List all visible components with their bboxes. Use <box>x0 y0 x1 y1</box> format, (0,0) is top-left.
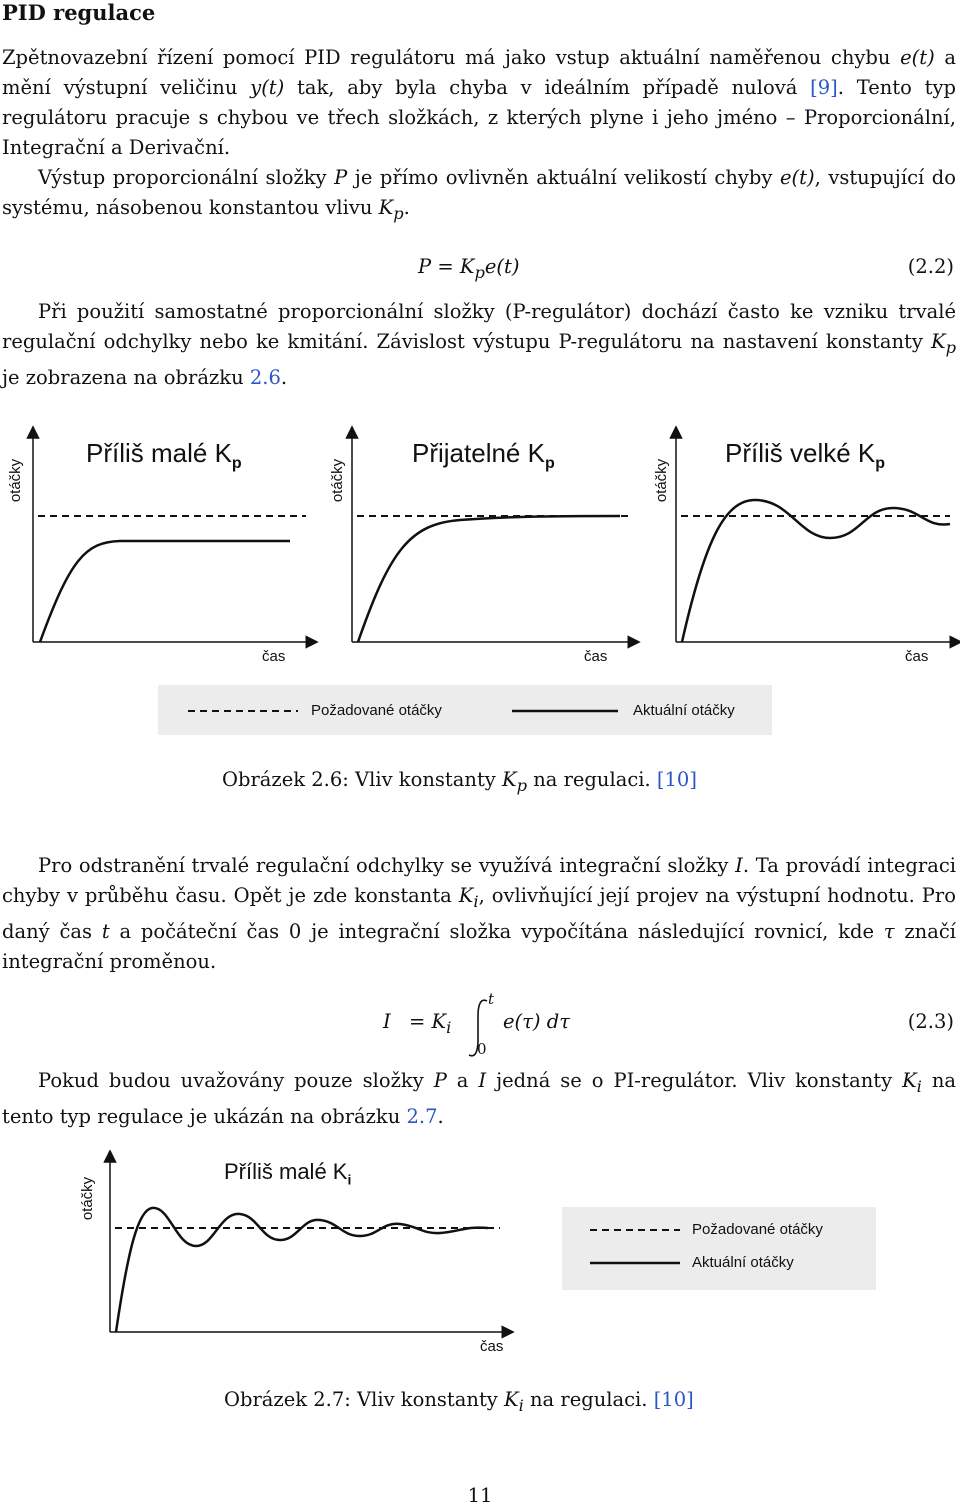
equation-2-2: $P = K_pe(t)$ <box>418 255 520 282</box>
citation-link[interactable]: [10] <box>653 1388 694 1411</box>
response-curve <box>116 1208 488 1332</box>
response-curve <box>358 516 620 642</box>
paragraph-pi: Pokud budou uvažovány pouze složky P a I jedná se o PI-regulátor. Vliv konstanty $K_i$ na tento typ regulace je ukázán na obrázku 2.7. <box>2 1069 957 1128</box>
response-curve <box>682 500 950 642</box>
equation-number: (2.2) <box>907 255 954 278</box>
x-axis-label: čas <box>262 648 286 665</box>
x-axis-label: čas <box>584 648 608 665</box>
equation-number: (2.3) <box>907 1010 954 1033</box>
paragraph-proportional: Výstup proporcionální složky P je přímo ovlivněn aktuální velikostí chyby e(t), vstupující do systému, násobenou konstantou vlivu $K_p$. <box>2 166 956 223</box>
equation-rhs: = $K_i$ <box>409 1010 452 1037</box>
figure-ref-link[interactable]: 2.7 <box>406 1104 438 1128</box>
legend-box <box>562 1207 876 1290</box>
figure-caption: Obrázek 2.6: Vliv konstanty $K_p$ na regulaci. [10] <box>222 768 697 795</box>
y-axis-label: otáčky <box>79 1176 97 1221</box>
figure-2-7 <box>0 1150 960 1370</box>
x-axis-label: čas <box>480 1338 504 1355</box>
legend-label-actual: Aktuální otáčky <box>692 1254 794 1271</box>
equation-2-3: I <box>383 1010 391 1033</box>
figure-caption: Obrázek 2.7: Vliv konstanty $K_i$ na regulaci. [10] <box>224 1388 694 1415</box>
legend-label-actual: Aktuální otáčky <box>633 702 735 719</box>
paragraph-integral: Pro odstranění trvalé regulační odchylky se využívá integrační složky I. Ta provádí integraci chyby v průběhu času. Opět je zde konstanta $K_i$, ovlivňující její projev na výstupní hodnotu. Pro daný čas t a počáteční čas 0 je integrační složka vypočítána následující rovnicí, kde τ značí integrační proměnou. <box>2 854 957 973</box>
response-curve <box>40 541 290 642</box>
page-number: 11 <box>467 1484 493 1507</box>
y-axis-label: otáčky <box>7 458 25 503</box>
legend-label-setpoint: Požadované otáčky <box>692 1221 823 1238</box>
citation-link[interactable]: [9] <box>810 76 838 99</box>
y-axis-label: otáčky <box>653 458 671 503</box>
panel-title: Přijatelné $K_p$ <box>412 438 555 473</box>
panel-title: Příliš malé $K_p$ <box>86 438 242 473</box>
citation-link[interactable]: [10] <box>656 768 697 791</box>
figure-ref-link[interactable]: 2.6 <box>249 365 281 389</box>
paragraph-p-regulator: Při použití samostatné proporcionální složky (P-regulátor) dochází často ke vzniku trvalé regulační odchylky nebo ke kmitání. Závislost výstupu P-regulátoru na nastavení konstanty $K_p$ je zobrazena na obrázku 2.6. <box>2 300 956 389</box>
section-heading: PID regulace <box>2 0 156 25</box>
x-axis-label: čas <box>905 648 929 665</box>
paragraph-intro: Zpětnovazební řízení pomocí PID regulátoru má jako vstup aktuální naměřenou chybu e(t) a mění výstupní veličinu y(t) tak, aby byla chyba v ideálním případě nulová [9]. Tento typ regulátoru pracuje s chybou ve třech složkách, z kterých plyne i jeho jméno – Proporcionální, Integrační a Derivační. <box>2 46 956 159</box>
panel-title: Příliš malé $K_i$ <box>224 1159 352 1188</box>
integral-lower: 0 <box>477 1040 487 1058</box>
integral-upper: t <box>488 990 495 1008</box>
y-axis-label: otáčky <box>329 458 347 503</box>
panel-title: Příliš velké $K_p$ <box>725 438 886 473</box>
integrand: e(τ) dτ <box>503 1010 571 1033</box>
legend-label-setpoint: Požadované otáčky <box>311 702 442 719</box>
